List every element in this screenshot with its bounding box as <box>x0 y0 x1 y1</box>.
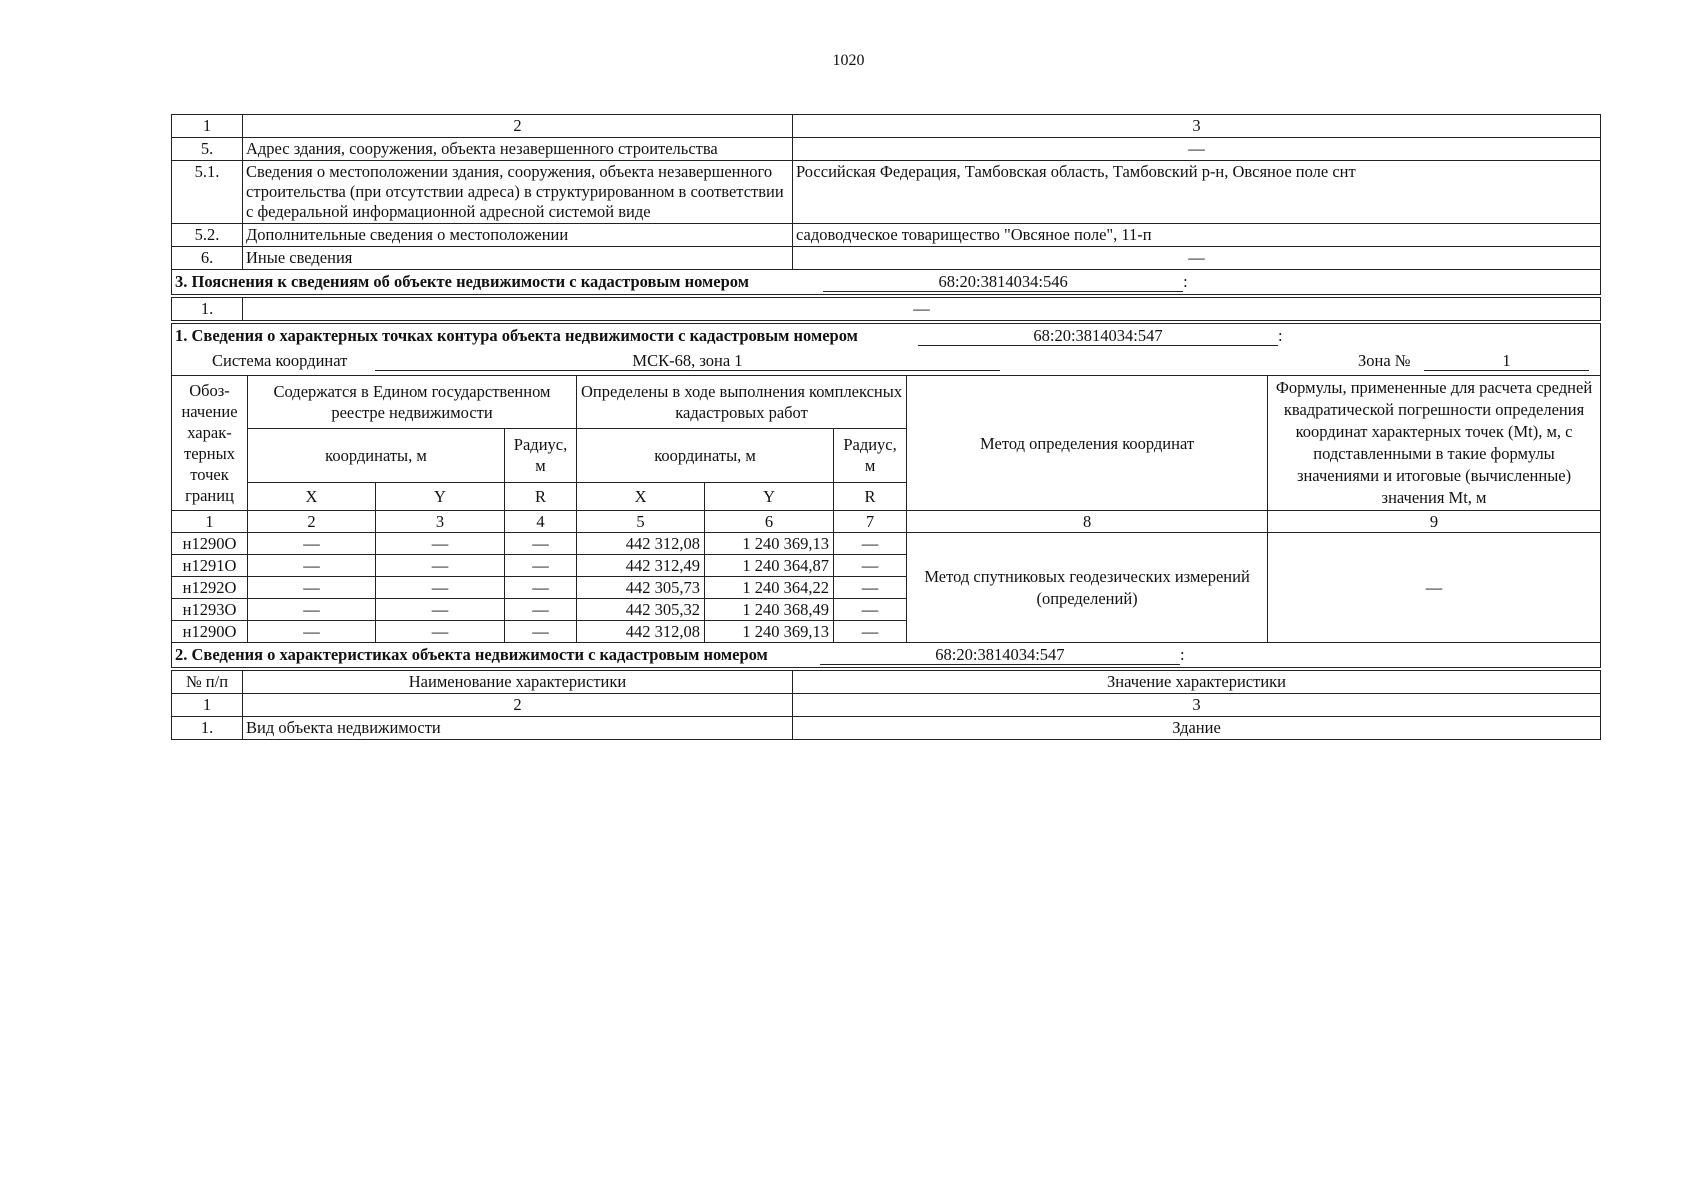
col-number: 3 <box>376 511 505 533</box>
egrn-x: — <box>248 555 376 577</box>
col-number: 3 <box>793 694 1601 717</box>
egrn-x: — <box>248 577 376 599</box>
col-number: 5 <box>577 511 705 533</box>
point-r: — <box>834 533 907 555</box>
complex-works-header: Определены в ходе выполнения комплексных кадастровых работ <box>577 376 907 429</box>
row-value: — <box>793 138 1601 161</box>
egrn-x: — <box>248 599 376 621</box>
table-row <box>172 717 1601 740</box>
col-number: 2 <box>243 115 793 138</box>
r-header: R <box>834 482 907 510</box>
row-value: — <box>243 298 1601 321</box>
row-name: Иные сведения <box>243 247 793 270</box>
formula-value: — <box>1268 533 1601 643</box>
colon: : <box>1278 326 1283 345</box>
row-number: 1. <box>172 298 243 321</box>
section2-title: 2. Сведения о характеристиках объекта недвижимости с кадастровым номером <box>175 645 768 664</box>
col-number: 8 <box>907 511 1268 533</box>
section1-cadastral-number: 68:20:3814034:547 <box>918 326 1278 346</box>
section3-table <box>171 297 1601 321</box>
point-r: — <box>834 599 907 621</box>
r-header: R <box>505 482 577 510</box>
row-value: — <box>793 247 1601 270</box>
point-y: 1 240 369,13 <box>705 621 834 643</box>
col-number: 2 <box>243 694 793 717</box>
col-number: 1 <box>172 115 243 138</box>
point-x: 442 312,08 <box>577 533 705 555</box>
coords-header: координаты, м <box>577 429 834 482</box>
row-name: Адрес здания, сооружения, объекта незавершенного строительства <box>243 138 793 161</box>
y-header: Y <box>376 482 505 510</box>
point-id: н1290О <box>172 533 248 555</box>
egrn-y: — <box>376 621 505 643</box>
y-header: Y <box>705 482 834 510</box>
name-header: Наименование характеристики <box>243 671 793 694</box>
row-number: 1. <box>172 717 243 740</box>
section1-title: 1. Сведения о характерных точках контура объекта недвижимости с кадастровым номером <box>175 326 858 345</box>
x-header: X <box>577 482 705 510</box>
section3-cadastral-number: 68:20:3814034:546 <box>823 272 1183 292</box>
cadastral-document <box>171 114 1601 740</box>
characteristics-table <box>171 670 1601 740</box>
col-number: 1 <box>172 511 248 533</box>
section1-title-table <box>171 323 1601 348</box>
address-table <box>171 114 1601 295</box>
point-y: 1 240 364,22 <box>705 577 834 599</box>
point-r: — <box>834 555 907 577</box>
section2-header <box>172 643 1601 668</box>
row-name: Вид объекта недвижимости <box>243 717 793 740</box>
egrn-x: — <box>248 621 376 643</box>
col-number: 3 <box>793 115 1601 138</box>
table-row <box>172 224 1601 247</box>
header-row <box>172 376 1601 429</box>
egrn-x: — <box>248 533 376 555</box>
section3-title: 3. Пояснения к сведениям об объекте недвижимости с кадастровым номером <box>175 272 749 291</box>
coordinate-system-row <box>171 348 1601 375</box>
section3-header <box>172 270 1601 295</box>
value-header: Значение характеристики <box>793 671 1601 694</box>
egrn-r: — <box>505 577 577 599</box>
egrn-y: — <box>376 555 505 577</box>
method-header: Метод определения координат <box>907 376 1268 511</box>
row-value: Российская Федерация, Тамбовская область, Тамбовский р-н, Овсяное поле снт <box>793 161 1601 224</box>
column-number-row <box>172 511 1601 533</box>
point-id: н1291О <box>172 555 248 577</box>
column-number-row <box>172 115 1601 138</box>
egrn-r: — <box>505 533 577 555</box>
coords-header: координаты, м <box>248 429 505 482</box>
radius-header: Радиус, м <box>834 429 907 482</box>
point-r: — <box>834 621 907 643</box>
col-number: 4 <box>505 511 577 533</box>
table-row <box>172 138 1601 161</box>
num-header: № п/п <box>172 671 243 694</box>
col-number: 7 <box>834 511 907 533</box>
radius-header: Радиус, м <box>505 429 577 482</box>
zone-value: 1 <box>1424 351 1589 371</box>
egrn-r: — <box>505 621 577 643</box>
row-name: Сведения о местоположении здания, сооружения, объекта незавершенного строительства (при отсутствии адреса) в структурированном в соответствии с федеральной информационной адресной системой виде <box>243 161 793 224</box>
section2-cadastral-number: 68:20:3814034:547 <box>820 645 1180 665</box>
col-number: 9 <box>1268 511 1601 533</box>
point-y: 1 240 368,49 <box>705 599 834 621</box>
point-x: 442 312,08 <box>577 621 705 643</box>
coordinates-table <box>171 375 1601 668</box>
colon: : <box>1179 645 1185 664</box>
x-header: X <box>248 482 376 510</box>
col-number: 6 <box>705 511 834 533</box>
egrn-y: — <box>376 533 505 555</box>
column-number-row <box>172 694 1601 717</box>
zone-label: Зона № <box>1358 351 1411 370</box>
col-number: 2 <box>248 511 376 533</box>
point-id: н1290О <box>172 621 248 643</box>
egrn-y: — <box>376 599 505 621</box>
row-number: 5.1. <box>172 161 243 224</box>
col-number: 1 <box>172 694 243 717</box>
header-row <box>172 671 1601 694</box>
egrn-header: Содержатся в Едином государственном реестре недвижимости <box>248 376 577 429</box>
point-y: 1 240 364,87 <box>705 555 834 577</box>
coordinate-system-value: МСК-68, зона 1 <box>375 351 1000 371</box>
point-row <box>172 533 1601 555</box>
point-r: — <box>834 577 907 599</box>
row-number: 5.2. <box>172 224 243 247</box>
table-row <box>172 247 1601 270</box>
point-x: 442 305,32 <box>577 599 705 621</box>
point-x: 442 312,49 <box>577 555 705 577</box>
section1-header <box>172 324 1601 349</box>
row-number: 6. <box>172 247 243 270</box>
row-number: 5. <box>172 138 243 161</box>
method-value: Метод спутниковых геодезических измерений (определений) <box>907 533 1268 643</box>
row-name: Дополнительные сведения о местоположении <box>243 224 793 247</box>
egrn-y: — <box>376 577 505 599</box>
designation-header: Обоз-начение харак-терных точек границ <box>172 376 248 511</box>
coordinate-system-label: Система координат <box>212 351 348 370</box>
formula-header: Формулы, примененные для расчета средней квадратической погрешности определения координат характерных точек (Mt), м, с подставленными в такие формулы значениями и итоговые (вычисленные) значения Mt, м <box>1268 376 1601 511</box>
table-row <box>172 161 1601 224</box>
point-id: н1292О <box>172 577 248 599</box>
egrn-r: — <box>505 599 577 621</box>
point-x: 442 305,73 <box>577 577 705 599</box>
colon: : <box>1183 272 1188 291</box>
row-value: Здание <box>793 717 1601 740</box>
point-id: н1293О <box>172 599 248 621</box>
point-y: 1 240 369,13 <box>705 533 834 555</box>
row-value: садоводческое товарищество "Овсяное поле", 11-п <box>793 224 1601 247</box>
egrn-r: — <box>505 555 577 577</box>
page-number: 1020 <box>832 52 865 69</box>
table-row <box>172 298 1601 321</box>
